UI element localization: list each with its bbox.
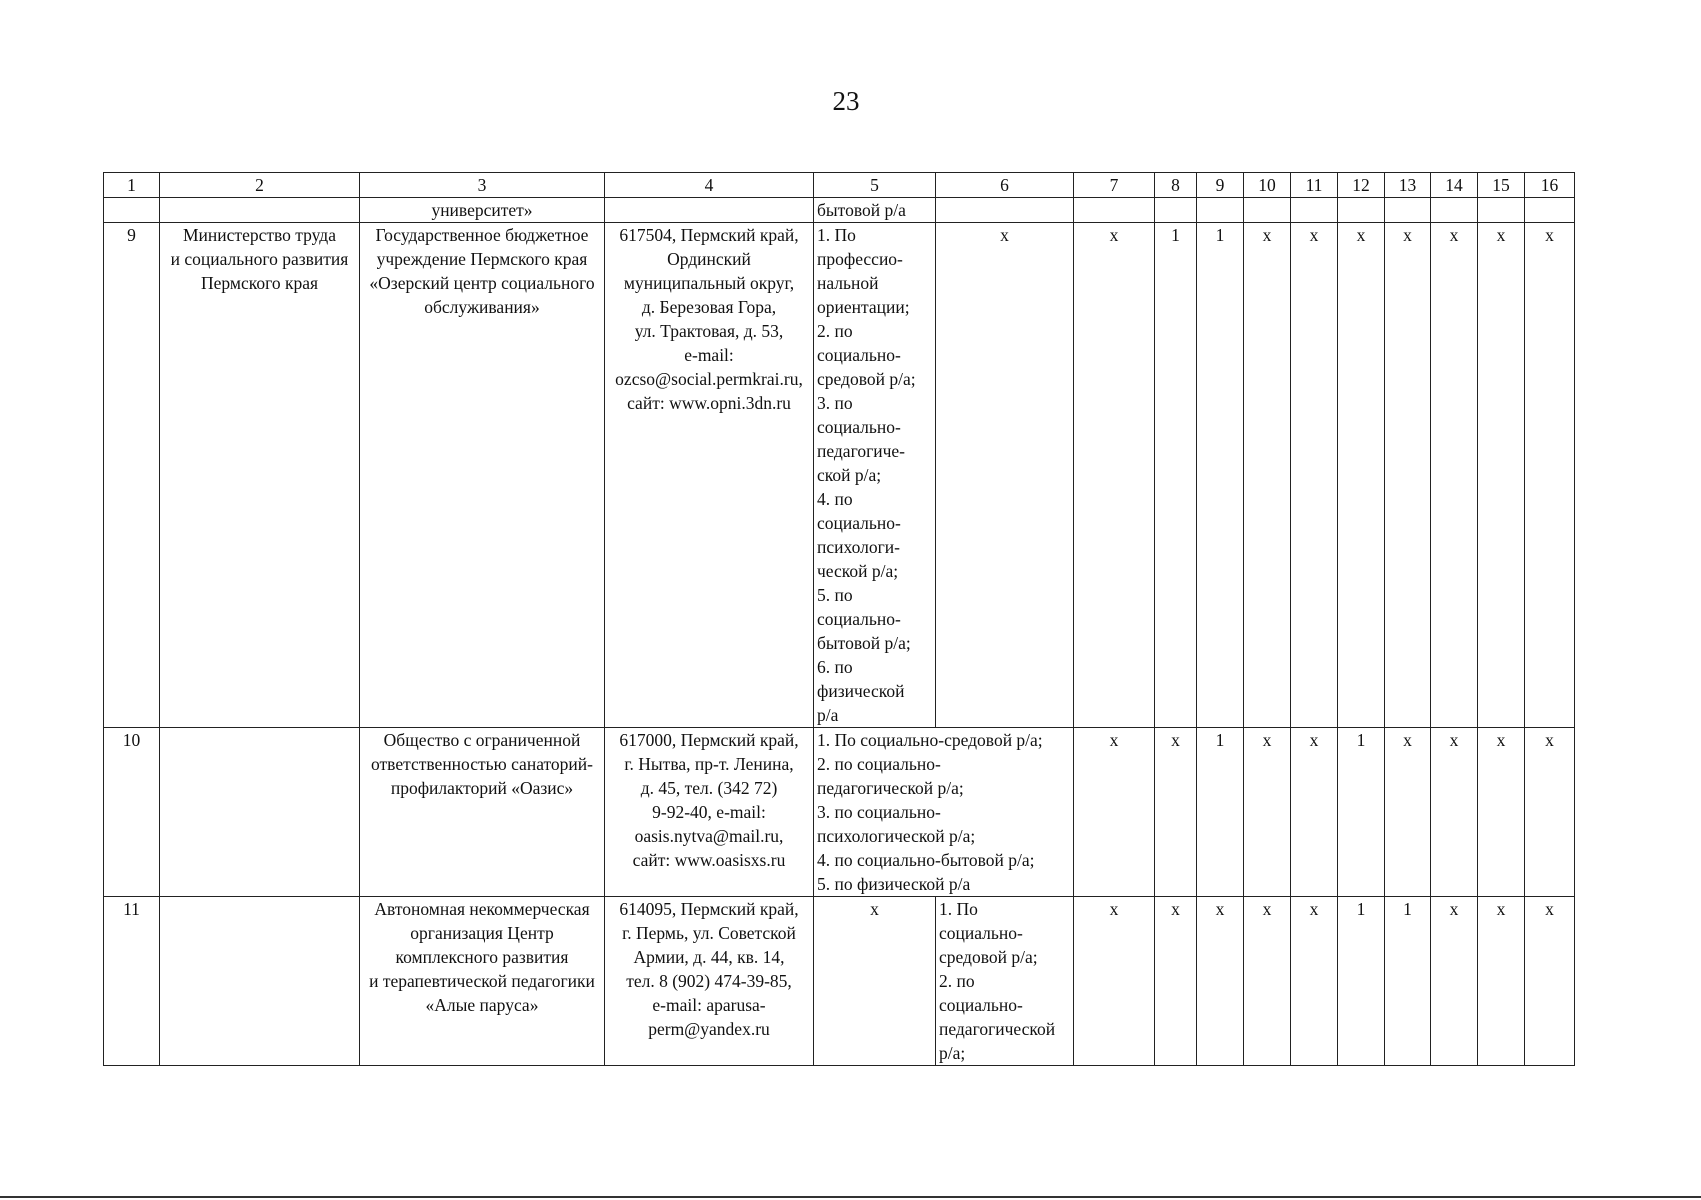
column-header: 6: [936, 173, 1074, 198]
table-cell: х: [1197, 897, 1244, 1066]
column-header: 7: [1074, 173, 1155, 198]
table-cell: х: [1074, 897, 1155, 1066]
table-cell: х: [1244, 897, 1291, 1066]
table-cell: х: [1074, 223, 1155, 728]
page-number: 23: [832, 86, 860, 116]
column-header: 10: [1244, 173, 1291, 198]
column-header: 13: [1385, 173, 1431, 198]
table-cell: х: [1525, 223, 1575, 728]
ministry-cell: [160, 897, 360, 1066]
table-cell: 1: [1155, 223, 1197, 728]
column-header: 2: [160, 173, 360, 198]
table-row: [104, 897, 1575, 1066]
table-row: [104, 223, 1575, 728]
address-cell: 617000, Пермский край, г. Нытва, пр-т. Ленина, д. 45, тел. (342 72) 9-92-40, e-mail: oasis.nytva@mail.ru, сайт: www.oasisxs.ru: [605, 728, 814, 897]
column-header: 12: [1338, 173, 1385, 198]
table-cell: х: [1525, 897, 1575, 1066]
address-cell: 614095, Пермский край, г. Пермь, ул. Советской Армии, д. 44, кв. 14, тел. 8 (902) 474-39-85, e-mail: aparusa- perm@yandex.ru: [605, 897, 814, 1066]
table-row: [104, 728, 1575, 897]
table-cell: х: [814, 897, 936, 1066]
table-cell: х: [1155, 728, 1197, 897]
row-number: 10: [104, 728, 160, 897]
column-header: 5: [814, 173, 936, 198]
table-cell: 1: [1385, 897, 1431, 1066]
address-cell: 617504, Пермский край, Ординский муниципальный округ, д. Березовая Гора, ул. Трактовая, д. 53, e-mail: ozcso@social.permkrai.ru, сайт: www.opni.3dn.ru: [605, 223, 814, 728]
table-cell: х: [936, 223, 1074, 728]
table-cell: 1: [1197, 223, 1244, 728]
continuation-text: университет»: [360, 198, 605, 223]
table-cell: х: [1385, 728, 1431, 897]
table-cell: х: [1244, 728, 1291, 897]
header-row: [104, 173, 1575, 198]
row-number: 11: [104, 897, 160, 1066]
continuation-row: [104, 198, 1575, 223]
data-table: [103, 172, 1575, 1066]
table-cell: 1: [1338, 897, 1385, 1066]
table-cell: х: [1155, 897, 1197, 1066]
rehab-types-cell: 1. По профессио- нальной ориентации; 2. по социально- средовой р/а; 3. по социально- педагогиче- ской р/а; 4. по социально- психологи- ческой р/а; 5. по социально- бытовой р/а; 6. по физической р/а: [814, 223, 936, 728]
column-header: 14: [1431, 173, 1478, 198]
table-cell: 1: [1338, 728, 1385, 897]
table-cell: х: [1338, 223, 1385, 728]
organization-cell: Государственное бюджетное учреждение Пермского края «Озерский центр социального обслуживания»: [360, 223, 605, 728]
table-cell: х: [1385, 223, 1431, 728]
bottom-edge-line: [0, 1196, 1701, 1198]
table-cell: х: [1291, 897, 1338, 1066]
ministry-cell: Министерство труда и социального развития Пермского края: [160, 223, 360, 728]
table-cell: х: [1431, 728, 1478, 897]
table-cell: х: [1431, 897, 1478, 1066]
organization-cell: Автономная некоммерческая организация Центр комплексного развития и терапевтической педагогики «Алые паруса»: [360, 897, 605, 1066]
organization-cell: Общество с ограниченной ответственностью санаторий- профилакторий «Оазис»: [360, 728, 605, 897]
table-cell: х: [1291, 223, 1338, 728]
column-header: 16: [1525, 173, 1575, 198]
table-cell: 1: [1197, 728, 1244, 897]
column-header: 9: [1197, 173, 1244, 198]
table-cell: х: [1431, 223, 1478, 728]
column-header: 3: [360, 173, 605, 198]
column-header: 11: [1291, 173, 1338, 198]
table-cell: х: [1478, 728, 1525, 897]
ministry-cell: [160, 728, 360, 897]
table-cell: х: [1244, 223, 1291, 728]
rehab-types-cell: 1. По социально- средовой р/а; 2. по социально- педагогической р/а;: [936, 897, 1074, 1066]
table-cell: х: [1478, 897, 1525, 1066]
column-header: 4: [605, 173, 814, 198]
row-number: 9: [104, 223, 160, 728]
continuation-text: бытовой р/а: [814, 198, 936, 223]
rehab-types-cell: 1. По социально-средовой р/а; 2. по социально- педагогической р/а; 3. по социально- психологической р/а; 4. по социально-бытовой р/а; 5. по физической р/а: [814, 728, 1074, 897]
table-cell: х: [1291, 728, 1338, 897]
table-cell: х: [1074, 728, 1155, 897]
column-header: 1: [104, 173, 160, 198]
column-header: 15: [1478, 173, 1525, 198]
column-header: 8: [1155, 173, 1197, 198]
table-cell: х: [1478, 223, 1525, 728]
table-cell: х: [1525, 728, 1575, 897]
